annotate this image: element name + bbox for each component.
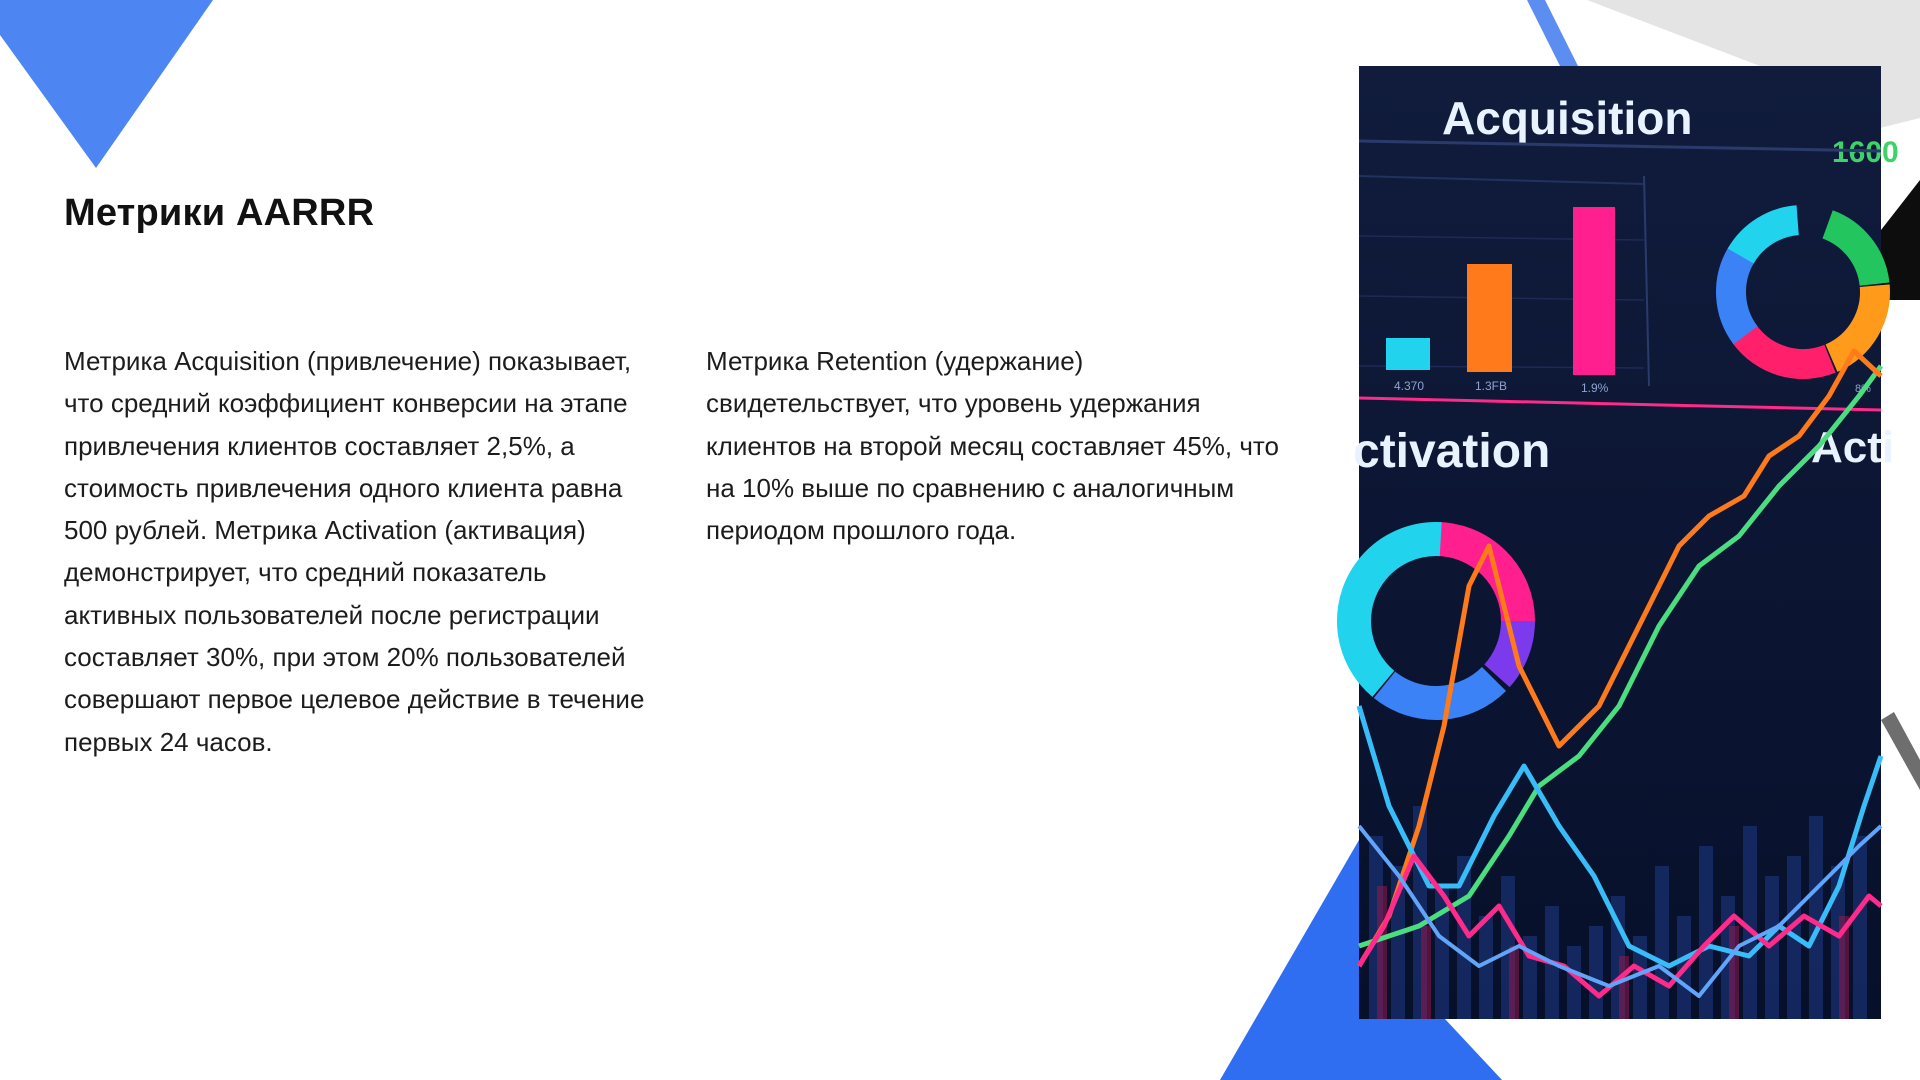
dashboard-illustration	[1353, 66, 1899, 1019]
bar-label-2: 1.3FB	[1475, 379, 1508, 393]
paragraph-acquisition-activation: Метрика Acquisition (привлечение) показывает, что средний коэффициент конверсии на этапе привлечения клиентов составляет 2,5%, а стоимость привлечения одного клиента равна 500 рублей. Метрика Activation (активация) демонстрирует, что средний показатель активных пользователей после регистрации составляет 30%, при этом 20% пользователей совершают первое целевое действие в течение первых 24 часов.	[64, 346, 645, 757]
slide-title: Метрики AARRR	[64, 192, 375, 234]
paragraph-retention: Метрика Retention (удержание) свидетельствует, что уровень удержания клиентов на второй месяц составляет 45%, что на 10% выше по сравнению с аналогичным периодом прошлого года.	[706, 346, 1279, 546]
bar-label-3: 1.9%	[1581, 381, 1609, 395]
bar-cyan	[1386, 338, 1430, 370]
top-right-blue-stripe	[1527, 0, 1578, 66]
right-edge-gray-stripe	[1881, 712, 1920, 790]
dashboard-heading-middle-right: Acti	[1811, 423, 1895, 472]
bar-orange	[1467, 264, 1512, 372]
dashboard-heading-middle: ctivation	[1353, 425, 1551, 478]
dashboard-heading-top-right: 1600	[1832, 136, 1899, 169]
top-left-blue-triangle	[0, 0, 213, 168]
bar-label-1: 4.370	[1394, 379, 1425, 393]
donut-label: 8%	[1855, 383, 1871, 395]
dashboard-heading-top: Acquisition	[1442, 92, 1693, 144]
bar-magenta	[1573, 207, 1615, 375]
dashboard-image	[1353, 66, 1899, 1019]
